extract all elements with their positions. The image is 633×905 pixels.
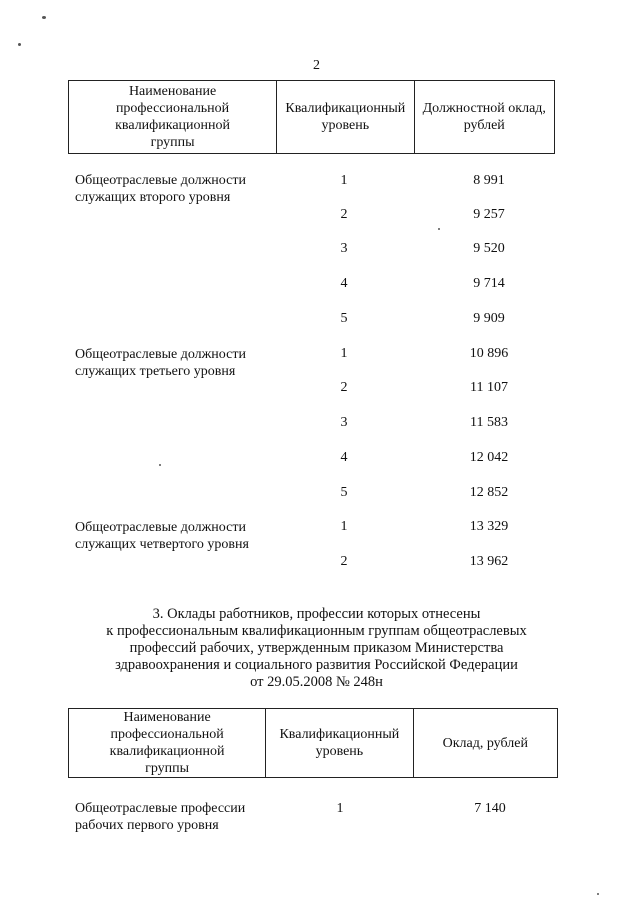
level-cell: 5: [340, 485, 348, 500]
level-cell: 2: [340, 380, 348, 395]
table2-header: [68, 708, 558, 778]
level-cell: 3: [340, 241, 348, 256]
salary-cell: 10 896: [469, 346, 509, 361]
level-cell: 1: [340, 346, 348, 361]
level-cell: 1: [340, 173, 348, 188]
table2-header-salary: Оклад, рублей: [442, 735, 528, 751]
table2-header-group: Наименование профессиональной квалификационной группы: [69, 709, 266, 777]
salary-cell: 9 714: [473, 276, 505, 291]
salary-cell: 9 909: [473, 311, 505, 326]
group-name-fourth-level: Общеотраслевые должности служащих четвертого уровня: [75, 520, 249, 552]
scan-speck: [42, 16, 46, 19]
level-cell: 1: [340, 519, 348, 534]
salary-cell: 13 962: [469, 554, 509, 569]
scan-speck: [597, 893, 599, 895]
level-cell: 2: [340, 554, 348, 569]
level-cell: 3: [340, 415, 348, 430]
table1-header-group: Наименование профессиональной квалификационной группы: [69, 81, 277, 153]
table2-header-level: Квалификационный уровень: [266, 709, 413, 777]
table1-header-level: Квалификационный уровень: [277, 81, 414, 153]
salary-cell: 12 042: [469, 450, 509, 465]
salary-cell: 11 107: [470, 380, 508, 395]
scan-speck: [159, 464, 161, 466]
salary-cell: 13 329: [469, 519, 509, 534]
salary-cell: 12 852: [469, 485, 509, 500]
salary-cell: 7 140: [474, 801, 506, 816]
salary-cell: 11 583: [470, 415, 508, 430]
level-cell: 2: [340, 207, 348, 222]
group-name-third-level: Общеотраслевые должности служащих третьего уровня: [75, 347, 246, 379]
scan-speck: [438, 228, 440, 230]
group-name-second-level: Общеотраслевые должности служащих второго уровня: [75, 173, 246, 205]
scan-speck: [18, 43, 21, 46]
level-cell: 5: [340, 311, 348, 326]
level-cell: 4: [340, 276, 348, 291]
salary-cell: 9 520: [473, 241, 505, 256]
level-cell: 1: [336, 801, 344, 816]
group-name-workers-first-level: Общеотраслевые профессии рабочих первого уровня: [75, 801, 246, 833]
table1-header-salary: Должностной оклад, рублей: [422, 101, 546, 133]
page-number: 2: [313, 58, 320, 73]
section-3-title: 3. Оклады работников, профессии которых отнесены к профессиональным квалификационным группам общеотраслевых профессий рабочих, утвержденным приказом Министерства здравоохранения и социального развития Российской Федерации от 29.05.2008 № 248н: [106, 606, 527, 690]
table1-header: [68, 80, 555, 154]
level-cell: 4: [340, 450, 348, 465]
salary-cell: 8 991: [473, 173, 505, 188]
salary-cell: 9 257: [473, 207, 505, 222]
